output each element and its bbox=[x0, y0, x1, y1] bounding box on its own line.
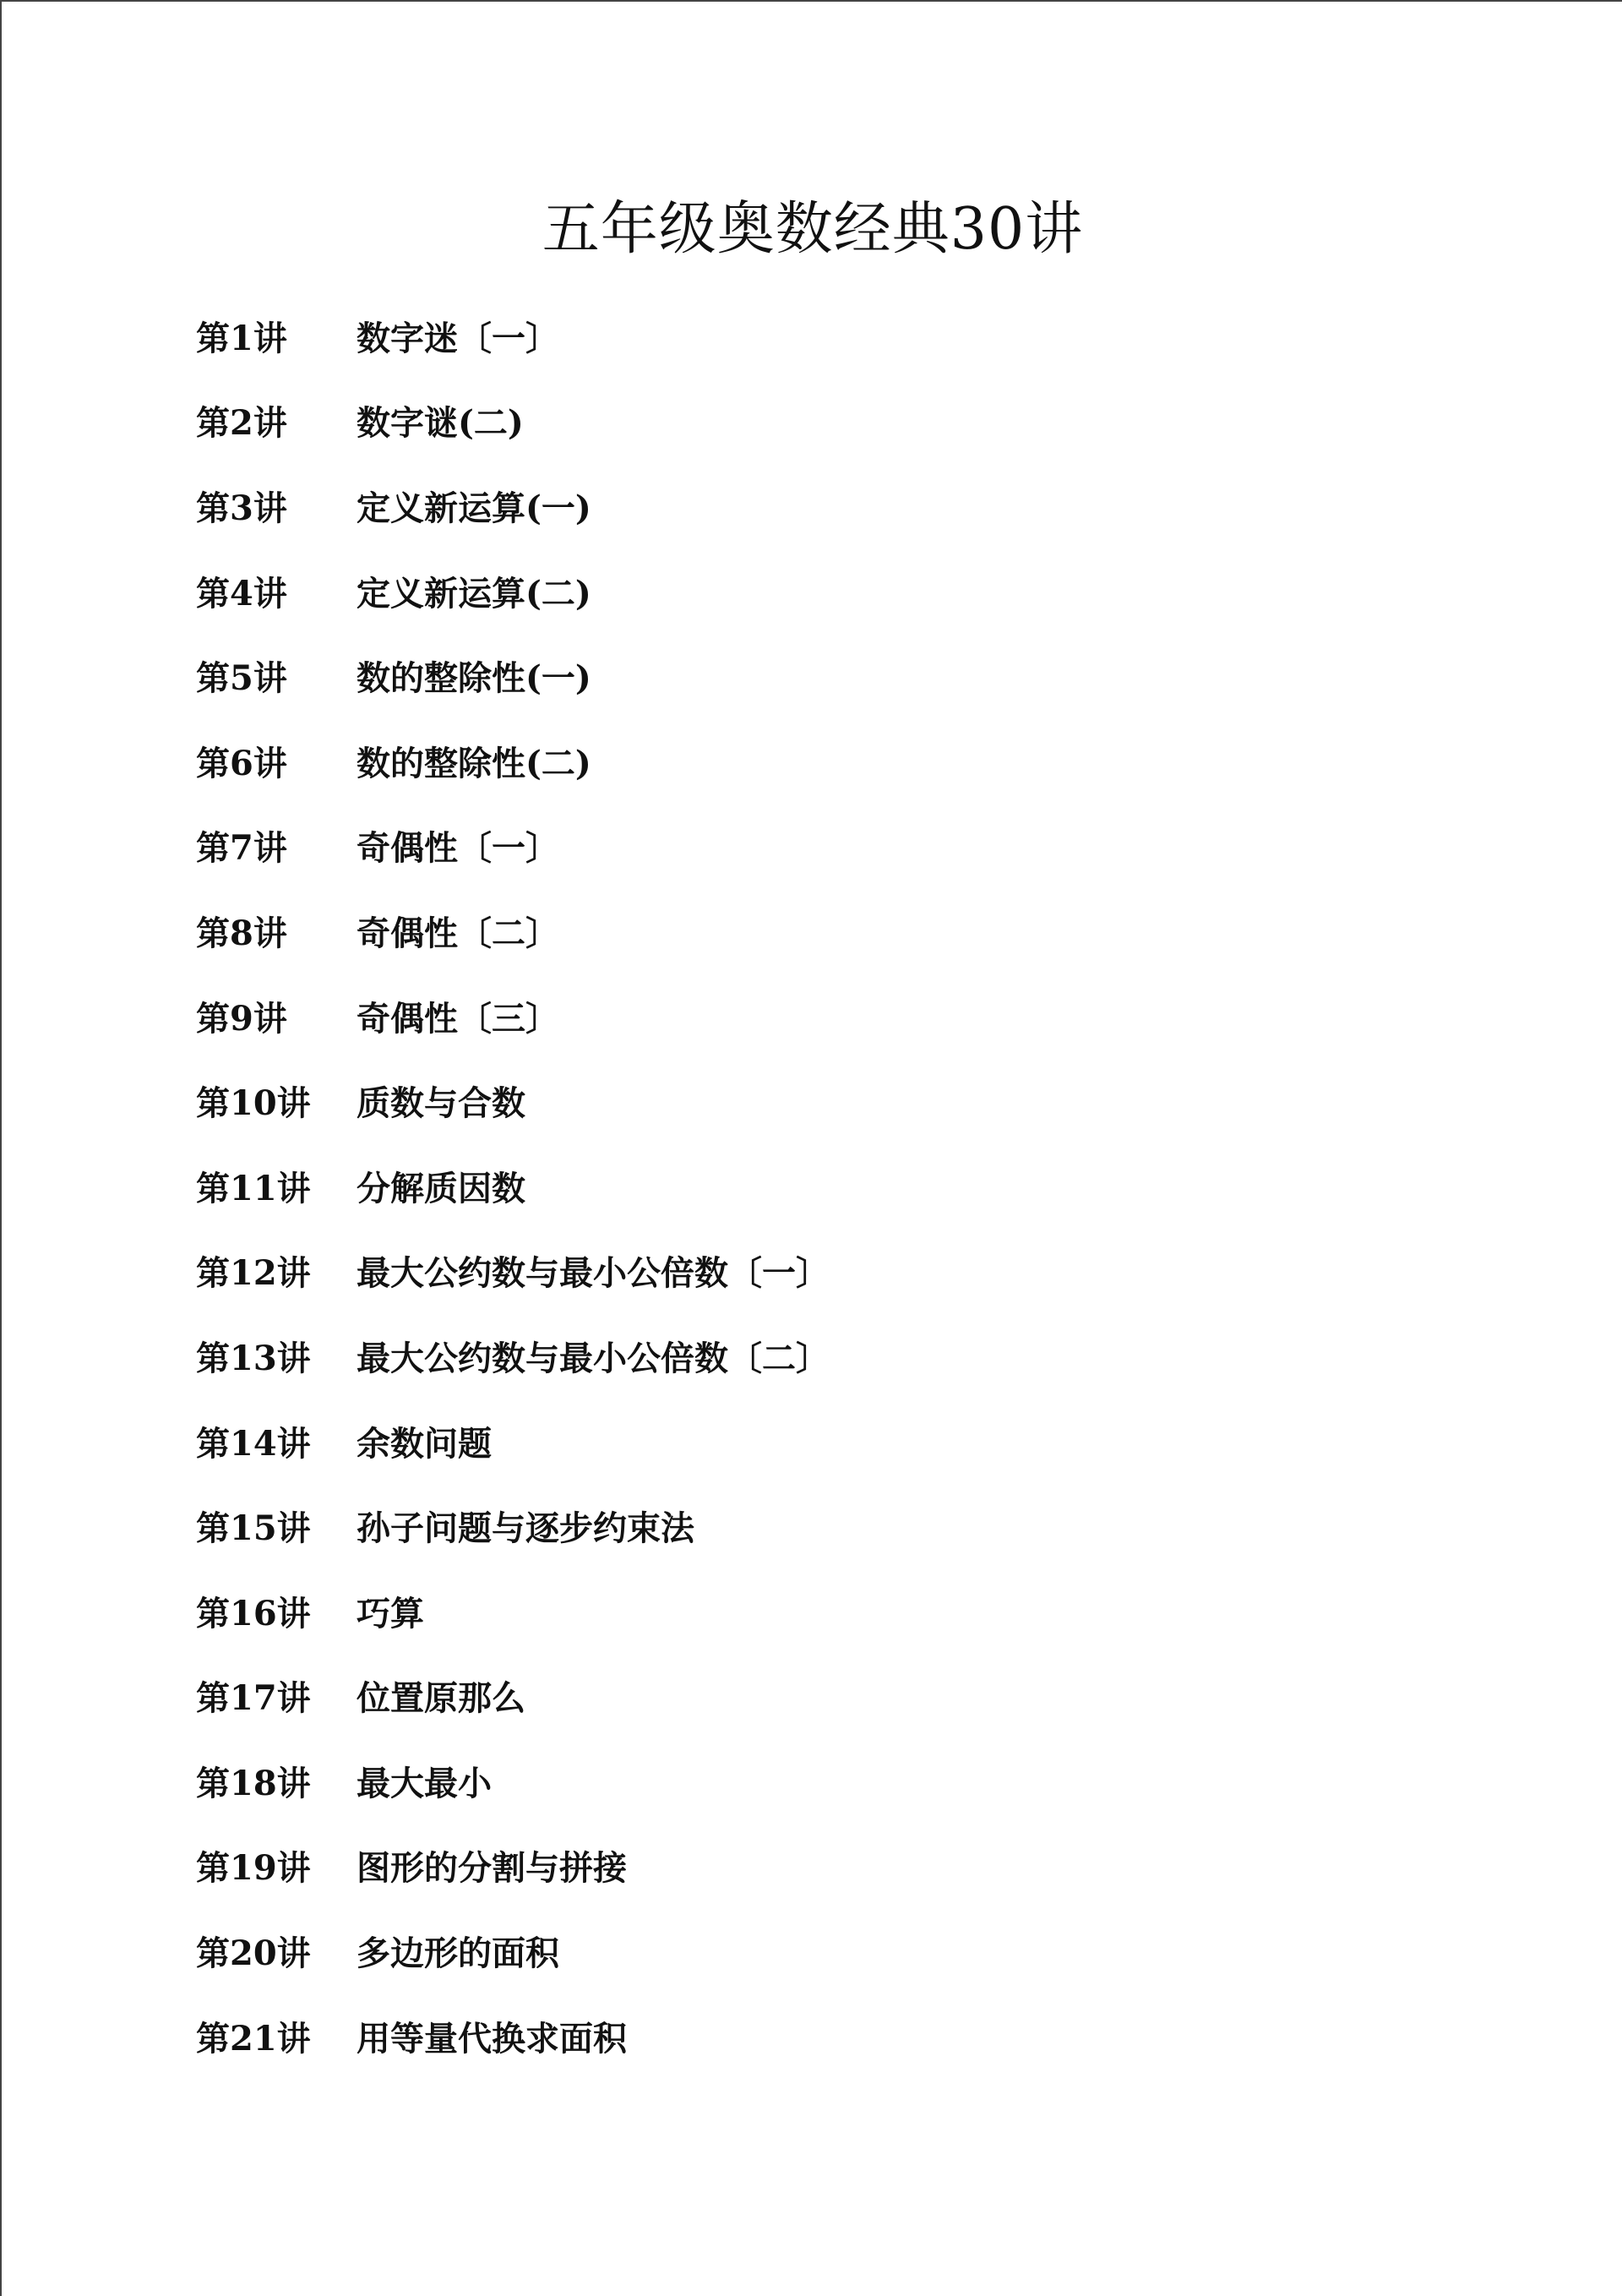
lecture-number: 第17讲 bbox=[196, 1678, 311, 1719]
lecture-number: 第9讲 bbox=[196, 998, 287, 1039]
lecture-title: 多边形的面积 bbox=[357, 1933, 559, 1974]
lecture-number: 第1讲 bbox=[196, 318, 287, 358]
lecture-title: 最大最小 bbox=[357, 1763, 492, 1803]
list-item bbox=[196, 1058, 830, 1143]
lecture-title: 定义新运算(一) bbox=[357, 488, 591, 528]
list-item bbox=[196, 633, 830, 718]
lecture-number: 第11讲 bbox=[196, 1168, 311, 1208]
list-item bbox=[196, 1908, 830, 1993]
lecture-title: 最大公约数与最小公倍数〔一〕 bbox=[357, 1253, 830, 1294]
list-item bbox=[196, 888, 830, 973]
lecture-title: 数的整除性(一) bbox=[357, 658, 591, 699]
lecture-title: 奇偶性〔二〕 bbox=[357, 913, 559, 953]
lecture-title: 奇偶性〔一〕 bbox=[357, 828, 559, 869]
lecture-title: 余数问题 bbox=[357, 1423, 492, 1464]
lecture-number: 第14讲 bbox=[196, 1423, 311, 1464]
list-item bbox=[196, 1143, 830, 1229]
list-item bbox=[196, 1993, 830, 2079]
list-item bbox=[196, 1313, 830, 1399]
list-item bbox=[196, 804, 830, 889]
list-item bbox=[196, 1738, 830, 1824]
lecture-number: 第15讲 bbox=[196, 1508, 311, 1549]
lecture-title: 用等量代换求面积 bbox=[357, 2018, 627, 2059]
lecture-title: 位置原那么 bbox=[357, 1678, 525, 1719]
lecture-list bbox=[196, 293, 830, 2078]
list-item bbox=[196, 718, 830, 804]
document-title: 五年级奥数经典30讲 bbox=[542, 196, 1084, 263]
lecture-title: 数的整除性(二) bbox=[357, 743, 591, 783]
lecture-number: 第2讲 bbox=[196, 403, 287, 444]
lecture-number: 第7讲 bbox=[196, 828, 287, 869]
lecture-number: 第10讲 bbox=[196, 1083, 311, 1124]
lecture-number: 第18讲 bbox=[196, 1763, 311, 1803]
list-item bbox=[196, 1399, 830, 1484]
lecture-number: 第4讲 bbox=[196, 573, 287, 614]
lecture-number: 第12讲 bbox=[196, 1253, 311, 1294]
lecture-number: 第20讲 bbox=[196, 1933, 311, 1974]
lecture-title: 孙子问题与逐步约束法 bbox=[357, 1508, 694, 1549]
list-item bbox=[196, 1483, 830, 1568]
list-item bbox=[196, 1824, 830, 1909]
lecture-title: 数字谜(二) bbox=[357, 403, 524, 444]
list-item bbox=[196, 463, 830, 548]
lecture-number: 第16讲 bbox=[196, 1593, 311, 1633]
lecture-number: 第19讲 bbox=[196, 1848, 311, 1889]
lecture-title: 质数与合数 bbox=[357, 1083, 525, 1124]
list-item bbox=[196, 1654, 830, 1739]
lecture-title: 奇偶性〔三〕 bbox=[357, 998, 559, 1039]
list-item bbox=[196, 548, 830, 634]
lecture-title: 分解质因数 bbox=[357, 1168, 525, 1208]
list-item bbox=[196, 1568, 830, 1654]
lecture-number: 第6讲 bbox=[196, 743, 287, 783]
list-item bbox=[196, 1229, 830, 1314]
lecture-title: 最大公约数与最小公倍数〔二〕 bbox=[357, 1338, 830, 1378]
lecture-number: 第8讲 bbox=[196, 913, 287, 953]
lecture-title: 数字迷〔一〕 bbox=[357, 318, 559, 358]
lecture-number: 第3讲 bbox=[196, 488, 287, 528]
lecture-title: 定义新运算(二) bbox=[357, 573, 591, 614]
lecture-number: 第5讲 bbox=[196, 658, 287, 699]
lecture-title: 巧算 bbox=[357, 1593, 424, 1633]
list-item bbox=[196, 379, 830, 464]
lecture-title: 图形的分割与拼接 bbox=[357, 1848, 627, 1889]
lecture-number: 第21讲 bbox=[196, 2018, 311, 2059]
list-item bbox=[196, 293, 830, 379]
list-item bbox=[196, 973, 830, 1059]
lecture-number: 第13讲 bbox=[196, 1338, 311, 1378]
